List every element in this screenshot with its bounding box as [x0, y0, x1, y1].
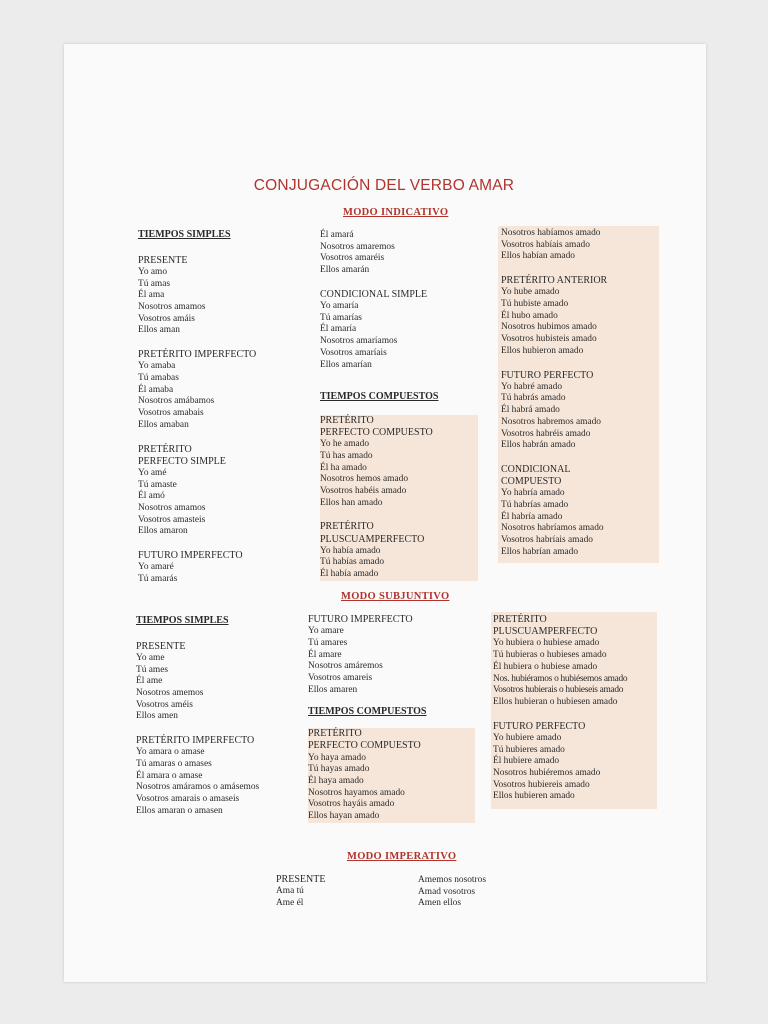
tense-label: PRETÉRITO — [320, 521, 374, 533]
conj-form: Vosotros amareis — [308, 673, 373, 684]
conj-form: Yo hubiera o hubiese amado — [493, 638, 600, 649]
conj-form: Tú hayas amado — [308, 764, 370, 775]
conj-form: Ellos amarían — [320, 359, 372, 370]
conj-form: Vosotros habíais amado — [501, 239, 590, 250]
conj-form: Él hubo amado — [501, 310, 558, 321]
tense-label: FUTURO PERFECTO — [501, 369, 594, 381]
conj-form: Tú amaras o amases — [136, 759, 212, 770]
conj-form: Yo habré amado — [501, 381, 563, 392]
tense-label: PRETÉRITO — [138, 443, 192, 455]
conj-form: Él ha amado — [320, 462, 367, 473]
conj-form: Nosotros amemos — [136, 688, 204, 699]
conj-form: Yo amo — [138, 266, 168, 277]
imperativo-col2 — [418, 875, 486, 910]
indicativo-simples-col1 — [138, 229, 256, 586]
conj-form: Yo amaré — [138, 562, 174, 573]
conj-form: Nosotros habremos amado — [501, 416, 601, 427]
subjuntivo-col3 — [491, 612, 657, 809]
conj-form: Vosotros hubisteis amado — [501, 334, 597, 345]
conj-form: Ellos amaban — [138, 419, 189, 430]
conj-form: Nosotros amaremos — [320, 241, 395, 252]
conj-form: Tú amarás — [138, 574, 178, 585]
conj-form: Tú hubieres amado — [493, 744, 565, 755]
tense-label: COMPUESTO — [501, 476, 562, 488]
conj-form: Él haya amado — [308, 775, 364, 786]
conj-form: Ellos amarán — [320, 265, 370, 276]
conj-form: Yo habría amado — [501, 488, 565, 499]
tense-label: CONDICIONAL SIMPLE — [320, 288, 428, 300]
conj-form: Él hubiera o hubiese amado — [493, 661, 598, 672]
conj-form: Vosotros habréis amado — [501, 428, 591, 439]
conj-form: Tú habrías amado — [501, 500, 569, 511]
conj-form: Ellos hubieren amado — [493, 791, 575, 802]
conj-form: Él amara o amase — [136, 770, 203, 781]
tense-label: PERFECTO COMPUESTO — [320, 426, 433, 438]
conj-form: Yo amare — [308, 626, 344, 637]
conj-form: Nosotros hemos amado — [320, 474, 409, 485]
conj-form: Nosotros amamos — [138, 302, 206, 313]
conj-form: Él amó — [138, 491, 165, 502]
conj-form: Tú amarías — [320, 312, 362, 323]
conj-form: Vosotros hayáis amado — [308, 799, 395, 810]
tense-label: PRESENTE — [136, 640, 186, 652]
indicativo-compuestos-col3 — [498, 226, 659, 563]
tense-label: PRETÉRITO — [320, 414, 374, 426]
tense-label: PRETÉRITO ANTERIOR — [501, 275, 608, 287]
conj-form: Ellos habrán amado — [501, 440, 576, 451]
conj-form: Yo había amado — [320, 545, 381, 556]
conj-form: Nosotros hayamos amado — [308, 787, 405, 798]
conj-form: Ellos amaren — [308, 684, 358, 695]
conj-form: Tú amares — [308, 637, 348, 648]
conj-form: Tú amaste — [138, 479, 177, 490]
tense-label: PRETÉRITO IMPERFECTO — [136, 735, 255, 747]
conj-form: Él amaría — [320, 324, 357, 335]
conj-form: Tú hubiste amado — [501, 299, 569, 310]
indicativo-compuestos-col2 — [320, 391, 478, 581]
page-title: CONJUGACIÓN DEL VERBO AMAR — [253, 177, 515, 194]
conj-form: Ellos hubieron amado — [501, 345, 584, 356]
conj-form: Vosotros amasteis — [138, 514, 206, 525]
conj-form: Yo amaba — [138, 361, 176, 372]
conj-form: Él ame — [136, 676, 163, 687]
tiempos-compuestos-heading: TIEMPOS COMPUESTOS — [320, 391, 439, 402]
conj-form: Él había amado — [320, 569, 379, 580]
conj-form: Vosotros amaríais — [320, 347, 387, 358]
conj-form: Yo ame — [136, 652, 165, 663]
conj-form: Nosotros amábamos — [138, 396, 215, 407]
tense-label: FUTURO IMPERFECTO — [138, 550, 243, 562]
conj-form: Nosotros habríamos amado — [501, 523, 604, 534]
conj-form: Ellos hubieran o hubiesen amado — [493, 696, 618, 707]
conj-form: Yo hubiere amado — [493, 732, 562, 743]
tense-label: PRETÉRITO — [308, 728, 362, 740]
conj-form: Vosotros amarais o amaseis — [136, 794, 240, 805]
conj-form: Ellos habrían amado — [501, 546, 579, 557]
shaded-box — [320, 415, 478, 581]
conj-form: Yo amé — [138, 467, 167, 478]
tense-label: FUTURO IMPERFECTO — [308, 614, 413, 625]
tiempos-compuestos-heading: TIEMPOS COMPUESTOS — [308, 706, 427, 718]
conj-form: Ellos hayan amado — [308, 811, 380, 822]
conj-form: Ellos han amado — [320, 497, 383, 508]
conj-form: Vosotros amabais — [138, 408, 204, 419]
conj-form: Él habrá amado — [501, 405, 560, 416]
conj-form: Él amare — [308, 649, 342, 660]
tiempos-simples-heading: TIEMPOS SIMPLES — [138, 229, 231, 240]
tense-label: PLUSCUAMPERFECTO — [493, 626, 598, 638]
modo-imperativo-heading: MODO IMPERATIVO — [347, 851, 457, 862]
conj-form: Nosotros hubimos amado — [501, 322, 597, 333]
conj-form: Nosotros amáramos o amásemos — [136, 782, 260, 793]
tense-label: PERFECTO COMPUESTO — [308, 740, 421, 752]
conj-form: Vosotros habéis amado — [320, 485, 407, 496]
conj-form: Amemos nosotros — [418, 875, 486, 885]
conj-form: Ame él — [276, 897, 304, 908]
tense-label: PRESENTE — [138, 254, 188, 266]
tense-label: FUTURO PERFECTO — [493, 720, 586, 732]
conj-form: Amad vosotros — [418, 886, 476, 897]
conj-form: Nos. hubiéramos o hubiésemos amado — [493, 673, 628, 684]
conj-form: Ellos amaron — [138, 526, 188, 537]
subjuntivo-simples-col1 — [136, 615, 259, 818]
conj-form: Tú hubieras o hubieses amado — [493, 650, 607, 661]
conj-form: Yo hube amado — [501, 287, 560, 298]
conj-form: Yo haya amado — [308, 752, 366, 763]
subjuntivo-col2 — [308, 614, 475, 823]
conj-form: Nosotros amamos — [138, 503, 206, 514]
conj-form: Él hubiere amado — [493, 756, 560, 767]
conj-form: Tú amabas — [138, 373, 179, 384]
conj-form: Vosotros amáis — [138, 313, 195, 324]
conj-form: Nosotros hubiéremos amado — [493, 767, 601, 778]
tense-label: PLUSCUAMPERFECTO — [320, 533, 425, 545]
conj-form: Ellos habían amado — [501, 251, 575, 262]
conj-form: Yo he amado — [320, 439, 370, 450]
indicativo-simples-col2 — [320, 230, 427, 371]
conj-form: Él ama — [138, 290, 165, 301]
conj-form: Vosotros amaréis — [320, 253, 385, 264]
conj-form: Ellos amen — [136, 711, 178, 722]
conj-form: Tú habías amado — [320, 557, 385, 568]
tense-label: PRETÉRITO IMPERFECTO — [138, 349, 257, 361]
tense-label: CONDICIONAL — [501, 463, 571, 475]
conj-form: Él amaba — [138, 384, 174, 395]
conj-form: Él amará — [320, 230, 354, 240]
conj-form: Tú habrás amado — [501, 393, 566, 404]
conj-form: Tú amas — [138, 278, 171, 289]
conj-form: Amen ellos — [418, 898, 461, 909]
conj-form: Él habría amado — [501, 511, 563, 522]
tense-label: PERFECTO SIMPLE — [138, 455, 226, 467]
conj-form: Nosotros amaríamos — [320, 336, 398, 347]
conj-form: Ellos amaran o amasen — [136, 805, 223, 816]
conj-form: Yo amara o amase — [136, 747, 205, 758]
conj-form: Ama tú — [276, 886, 304, 897]
conj-form: Vosotros hubierais o hubieseis amado — [493, 685, 624, 696]
conj-form: Vosotros hubiereis amado — [493, 779, 590, 790]
conj-form: Nosotros amáremos — [308, 661, 383, 672]
conj-form: Vosotros améis — [136, 699, 193, 710]
conj-form: Yo amaría — [320, 301, 359, 312]
conj-form: Ellos aman — [138, 325, 180, 336]
modo-indicativo-heading: MODO INDICATIVO — [343, 207, 449, 218]
tense-label: PRESENTE — [276, 874, 326, 885]
imperativo-col1 — [276, 874, 325, 910]
tiempos-simples-heading: TIEMPOS SIMPLES — [136, 615, 229, 626]
modo-subjuntivo-heading: MODO SUBJUNTIVO — [341, 591, 450, 602]
conj-form: Tú ames — [136, 664, 169, 675]
conj-form: Nosotros habíamos amado — [501, 228, 601, 238]
tense-label: PRETÉRITO — [493, 614, 547, 625]
shaded-box — [308, 728, 475, 823]
conj-form: Vosotros habríais amado — [501, 535, 593, 546]
conj-form: Tú has amado — [320, 450, 373, 461]
